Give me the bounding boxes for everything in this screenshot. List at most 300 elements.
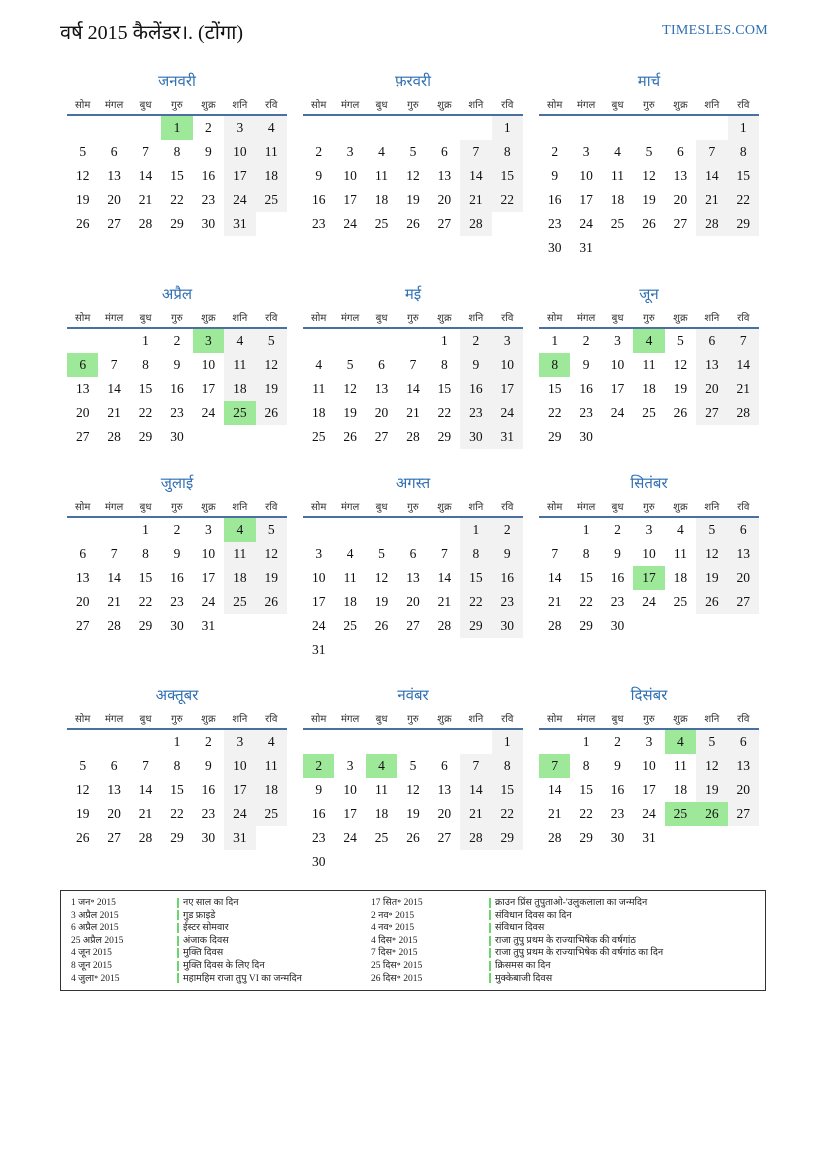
day-cell[interactable]: 24 (343, 216, 357, 231)
day-cell[interactable]: 4 (366, 754, 397, 778)
day-cell[interactable]: 31 (201, 618, 216, 633)
day-cell[interactable]: 14 (547, 782, 562, 797)
day-cell[interactable]: 19 (256, 377, 287, 401)
day-cell[interactable]: 8 (582, 546, 590, 561)
day-cell[interactable]: 12 (256, 353, 287, 377)
day-cell[interactable]: 1 (441, 333, 448, 348)
day-cell[interactable]: 10 (642, 758, 656, 773)
day-cell[interactable]: 13 (374, 381, 389, 396)
day-cell[interactable]: 14 (107, 381, 121, 396)
day-cell[interactable]: 26 (75, 830, 90, 845)
day-cell[interactable]: 25 (665, 802, 696, 826)
day-cell[interactable]: 15 (138, 570, 153, 585)
day-cell[interactable]: 22 (138, 594, 153, 609)
day-cell[interactable]: 7 (460, 140, 491, 164)
day-cell[interactable]: 6 (728, 517, 759, 542)
day-cell[interactable]: 10 (311, 570, 326, 585)
day-cell[interactable]: 5 (645, 144, 653, 159)
day-cell[interactable]: 2 (551, 144, 559, 159)
day-cell[interactable]: 15 (579, 782, 593, 797)
day-cell[interactable]: 20 (107, 806, 121, 821)
day-cell[interactable]: 14 (460, 778, 491, 802)
day-cell[interactable]: 15 (492, 164, 523, 188)
day-cell[interactable]: 8 (173, 758, 181, 773)
day-cell[interactable]: 22 (579, 594, 593, 609)
day-cell[interactable]: 30 (610, 618, 625, 633)
day-cell[interactable]: 28 (107, 618, 121, 633)
day-cell[interactable]: 9 (614, 758, 621, 773)
day-cell[interactable]: 13 (728, 542, 759, 566)
day-cell[interactable]: 8 (492, 140, 523, 164)
day-cell[interactable]: 9 (205, 144, 212, 159)
day-cell[interactable]: 21 (138, 806, 153, 821)
day-cell[interactable]: 26 (374, 618, 389, 633)
day-cell[interactable]: 24 (201, 594, 216, 609)
day-cell[interactable]: 14 (437, 570, 452, 585)
day-cell[interactable]: 10 (343, 168, 357, 183)
day-cell[interactable]: 29 (170, 216, 184, 231)
day-cell[interactable]: 24 (343, 830, 357, 845)
day-cell[interactable]: 11 (343, 570, 357, 585)
day-cell[interactable]: 23 (170, 594, 184, 609)
day-cell[interactable]: 13 (406, 570, 420, 585)
day-cell[interactable]: 23 (460, 401, 491, 425)
day-cell[interactable]: 26 (406, 216, 420, 231)
day-cell[interactable]: 30 (460, 425, 491, 449)
day-cell[interactable]: 12 (75, 782, 90, 797)
day-cell[interactable]: 20 (374, 405, 389, 420)
day-cell[interactable]: 17 (224, 778, 255, 802)
day-cell[interactable]: 11 (224, 353, 255, 377)
day-cell[interactable]: 4 (378, 144, 385, 159)
day-cell[interactable]: 9 (315, 782, 323, 797)
day-cell[interactable]: 29 (579, 830, 593, 845)
day-cell[interactable]: 7 (441, 546, 448, 561)
day-cell[interactable]: 27 (437, 830, 452, 845)
day-cell[interactable]: 12 (696, 542, 727, 566)
day-cell[interactable]: 17 (610, 381, 625, 396)
day-cell[interactable]: 31 (224, 212, 255, 236)
day-cell[interactable]: 24 (311, 618, 326, 633)
day-cell[interactable]: 26 (406, 830, 420, 845)
day-cell[interactable]: 15 (728, 164, 759, 188)
day-cell[interactable]: 24 (201, 405, 216, 420)
day-cell[interactable]: 29 (138, 429, 153, 444)
day-cell[interactable]: 19 (75, 806, 90, 821)
day-cell[interactable]: 28 (696, 212, 727, 236)
day-cell[interactable]: 23 (201, 192, 216, 207)
day-cell[interactable]: 4 (677, 522, 684, 537)
day-cell[interactable]: 22 (547, 405, 562, 420)
day-cell[interactable]: 19 (696, 566, 727, 590)
day-cell[interactable]: 2 (205, 120, 212, 135)
day-cell[interactable]: 18 (311, 405, 326, 420)
day-cell[interactable]: 9 (315, 168, 323, 183)
day-cell[interactable]: 7 (696, 140, 727, 164)
day-cell[interactable]: 5 (409, 144, 417, 159)
day-cell[interactable]: 21 (107, 405, 121, 420)
day-cell[interactable]: 19 (696, 778, 727, 802)
day-cell[interactable]: 11 (375, 782, 389, 797)
day-cell[interactable]: 18 (256, 778, 287, 802)
day-cell[interactable]: 2 (173, 522, 181, 537)
day-cell[interactable]: 25 (374, 830, 389, 845)
day-cell[interactable]: 4 (224, 517, 255, 542)
day-cell[interactable]: 5 (677, 333, 684, 348)
day-cell[interactable]: 12 (343, 381, 357, 396)
day-cell[interactable]: 20 (437, 192, 452, 207)
day-cell[interactable]: 21 (406, 405, 420, 420)
day-cell[interactable]: 25 (224, 401, 255, 425)
day-cell[interactable]: 15 (437, 381, 452, 396)
day-cell[interactable]: 22 (492, 802, 523, 826)
day-cell[interactable]: 1 (492, 729, 523, 754)
day-cell[interactable]: 29 (579, 618, 593, 633)
day-cell[interactable]: 3 (346, 758, 354, 773)
day-cell[interactable]: 16 (460, 377, 491, 401)
day-cell[interactable]: 9 (173, 357, 181, 372)
day-cell[interactable]: 28 (138, 216, 153, 231)
day-cell[interactable]: 1 (728, 115, 759, 140)
day-cell[interactable]: 13 (437, 168, 452, 183)
day-cell[interactable]: 17 (492, 377, 523, 401)
day-cell[interactable]: 19 (406, 192, 420, 207)
day-cell[interactable]: 22 (579, 806, 593, 821)
day-cell[interactable]: 25 (256, 188, 287, 212)
day-cell[interactable]: 4 (315, 357, 323, 372)
day-cell[interactable]: 22 (170, 192, 184, 207)
day-cell[interactable]: 26 (343, 429, 357, 444)
day-cell[interactable]: 11 (611, 168, 625, 183)
day-cell[interactable]: 17 (579, 192, 593, 207)
day-cell[interactable]: 27 (728, 802, 759, 826)
day-cell[interactable]: 3 (645, 522, 653, 537)
day-cell[interactable]: 8 (728, 140, 759, 164)
day-cell[interactable]: 17 (633, 566, 664, 590)
day-cell[interactable]: 1 (582, 734, 590, 749)
day-cell[interactable]: 21 (460, 188, 491, 212)
day-cell[interactable]: 3 (645, 734, 653, 749)
day-cell[interactable]: 18 (374, 806, 389, 821)
day-cell[interactable]: 21 (696, 188, 727, 212)
day-cell[interactable]: 28 (460, 212, 491, 236)
day-cell[interactable]: 30 (201, 830, 216, 845)
day-cell[interactable]: 21 (728, 377, 759, 401)
day-cell[interactable]: 6 (409, 546, 417, 561)
day-cell[interactable]: 12 (406, 168, 420, 183)
day-cell[interactable]: 14 (138, 168, 153, 183)
day-cell[interactable]: 26 (696, 802, 727, 826)
day-cell[interactable]: 15 (579, 570, 593, 585)
day-cell[interactable]: 12 (374, 570, 389, 585)
day-cell[interactable]: 7 (728, 328, 759, 353)
day-cell[interactable]: 9 (460, 353, 491, 377)
day-cell[interactable]: 19 (374, 594, 389, 609)
day-cell[interactable]: 20 (673, 192, 688, 207)
day-cell[interactable]: 19 (673, 381, 688, 396)
day-cell[interactable]: 25 (256, 802, 287, 826)
day-cell[interactable]: 19 (642, 192, 656, 207)
day-cell[interactable]: 3 (224, 729, 255, 754)
day-cell[interactable]: 14 (547, 570, 562, 585)
day-cell[interactable]: 23 (610, 806, 625, 821)
day-cell[interactable]: 10 (224, 754, 255, 778)
day-cell[interactable]: 14 (460, 164, 491, 188)
day-cell[interactable]: 2 (303, 754, 334, 778)
day-cell[interactable]: 26 (696, 590, 727, 614)
day-cell[interactable]: 20 (728, 566, 759, 590)
day-cell[interactable]: 8 (142, 357, 149, 372)
day-cell[interactable]: 30 (170, 429, 184, 444)
day-cell[interactable]: 14 (696, 164, 727, 188)
day-cell[interactable]: 6 (441, 144, 448, 159)
day-cell[interactable]: 28 (460, 826, 491, 850)
day-cell[interactable]: 16 (492, 566, 523, 590)
day-cell[interactable]: 3 (492, 328, 523, 353)
day-cell[interactable]: 4 (665, 729, 696, 754)
day-cell[interactable]: 24 (610, 405, 625, 420)
day-cell[interactable]: 23 (610, 594, 625, 609)
day-cell[interactable]: 29 (437, 429, 452, 444)
day-cell[interactable]: 12 (256, 542, 287, 566)
day-cell[interactable]: 11 (375, 168, 389, 183)
day-cell[interactable]: 18 (224, 566, 255, 590)
day-cell[interactable]: 19 (75, 192, 90, 207)
day-cell[interactable]: 7 (551, 546, 559, 561)
day-cell[interactable]: 29 (460, 614, 491, 638)
day-cell[interactable]: 18 (374, 192, 389, 207)
day-cell[interactable]: 22 (728, 188, 759, 212)
day-cell[interactable]: 15 (547, 381, 562, 396)
day-cell[interactable]: 12 (642, 168, 656, 183)
day-cell[interactable]: 25 (374, 216, 389, 231)
day-cell[interactable]: 26 (75, 216, 90, 231)
day-cell[interactable]: 5 (696, 517, 727, 542)
day-cell[interactable]: 11 (673, 546, 687, 561)
day-cell[interactable]: 7 (110, 357, 118, 372)
day-cell[interactable]: 2 (205, 734, 212, 749)
day-cell[interactable]: 24 (224, 802, 255, 826)
day-cell[interactable]: 25 (343, 618, 357, 633)
day-cell[interactable]: 2 (492, 517, 523, 542)
day-cell[interactable]: 31 (311, 642, 326, 657)
day-cell[interactable]: 20 (696, 377, 727, 401)
day-cell[interactable]: 16 (311, 192, 326, 207)
day-cell[interactable]: 2 (315, 144, 323, 159)
day-cell[interactable]: 10 (224, 140, 255, 164)
day-cell[interactable]: 11 (312, 381, 326, 396)
day-cell[interactable]: 2 (460, 328, 491, 353)
day-cell[interactable]: 4 (224, 328, 255, 353)
day-cell[interactable]: 8 (441, 357, 448, 372)
day-cell[interactable]: 10 (201, 546, 216, 561)
day-cell[interactable]: 4 (256, 729, 287, 754)
day-cell[interactable]: 25 (642, 405, 656, 420)
day-cell[interactable]: 1 (173, 734, 181, 749)
day-cell[interactable]: 11 (642, 357, 656, 372)
day-cell[interactable]: 15 (170, 782, 184, 797)
day-cell[interactable]: 11 (256, 754, 287, 778)
day-cell[interactable]: 6 (378, 357, 385, 372)
day-cell[interactable]: 18 (224, 377, 255, 401)
day-cell[interactable]: 4 (614, 144, 621, 159)
day-cell[interactable]: 25 (673, 594, 688, 609)
day-cell[interactable]: 20 (728, 778, 759, 802)
day-cell[interactable]: 26 (256, 401, 287, 425)
day-cell[interactable]: 30 (492, 614, 523, 638)
day-cell[interactable]: 13 (437, 782, 452, 797)
day-cell[interactable]: 21 (460, 802, 491, 826)
day-cell[interactable]: 14 (138, 782, 153, 797)
day-cell[interactable]: 20 (406, 594, 420, 609)
day-cell[interactable]: 9 (205, 758, 212, 773)
day-cell[interactable]: 26 (673, 405, 688, 420)
day-cell[interactable]: 2 (614, 522, 621, 537)
day-cell[interactable]: 31 (492, 425, 523, 449)
day-cell[interactable]: 23 (579, 405, 593, 420)
day-cell[interactable]: 28 (728, 401, 759, 425)
day-cell[interactable]: 5 (409, 758, 417, 773)
day-cell[interactable]: 10 (201, 357, 216, 372)
day-cell[interactable]: 28 (107, 429, 121, 444)
day-cell[interactable]: 24 (492, 401, 523, 425)
day-cell[interactable]: 23 (547, 216, 562, 231)
day-cell[interactable]: 30 (579, 429, 593, 444)
day-cell[interactable]: 30 (170, 618, 184, 633)
day-cell[interactable]: 23 (201, 806, 216, 821)
day-cell[interactable]: 27 (728, 590, 759, 614)
day-cell[interactable]: 13 (728, 754, 759, 778)
day-cell[interactable]: 8 (173, 144, 181, 159)
day-cell[interactable]: 31 (224, 826, 255, 850)
day-cell[interactable]: 13 (107, 782, 121, 797)
day-cell[interactable]: 16 (579, 381, 593, 396)
day-cell[interactable]: 21 (107, 594, 121, 609)
day-cell[interactable]: 13 (107, 168, 121, 183)
day-cell[interactable]: 29 (547, 429, 562, 444)
day-cell[interactable]: 27 (696, 401, 727, 425)
day-cell[interactable]: 15 (170, 168, 184, 183)
day-cell[interactable]: 2 (582, 333, 590, 348)
day-cell[interactable]: 8 (582, 758, 590, 773)
day-cell[interactable]: 7 (142, 144, 149, 159)
day-cell[interactable]: 28 (547, 830, 562, 845)
day-cell[interactable]: 25 (610, 216, 625, 231)
day-cell[interactable]: 17 (343, 806, 357, 821)
day-cell[interactable]: 11 (224, 542, 255, 566)
day-cell[interactable]: 12 (75, 168, 90, 183)
day-cell[interactable]: 8 (460, 542, 491, 566)
day-cell[interactable]: 9 (582, 357, 590, 372)
day-cell[interactable]: 9 (173, 546, 181, 561)
day-cell[interactable]: 6 (79, 546, 87, 561)
day-cell[interactable]: 25 (311, 429, 326, 444)
day-cell[interactable]: 22 (492, 188, 523, 212)
day-cell[interactable]: 10 (642, 546, 656, 561)
day-cell[interactable]: 8 (539, 353, 570, 377)
day-cell[interactable]: 20 (75, 405, 90, 420)
day-cell[interactable]: 6 (728, 729, 759, 754)
day-cell[interactable]: 11 (673, 758, 687, 773)
day-cell[interactable]: 30 (547, 240, 562, 255)
day-cell[interactable]: 15 (460, 566, 491, 590)
day-cell[interactable]: 31 (579, 240, 593, 255)
day-cell[interactable]: 8 (142, 546, 149, 561)
day-cell[interactable]: 13 (75, 381, 90, 396)
day-cell[interactable]: 3 (614, 333, 621, 348)
day-cell[interactable]: 27 (374, 429, 389, 444)
day-cell[interactable]: 30 (311, 854, 326, 869)
day-cell[interactable]: 15 (492, 778, 523, 802)
day-cell[interactable]: 2 (173, 333, 181, 348)
day-cell[interactable]: 3 (346, 144, 354, 159)
day-cell[interactable]: 17 (642, 782, 656, 797)
day-cell[interactable]: 19 (406, 806, 420, 821)
day-cell[interactable]: 5 (346, 357, 354, 372)
day-cell[interactable]: 3 (205, 522, 212, 537)
day-cell[interactable]: 22 (460, 590, 491, 614)
day-cell[interactable]: 21 (437, 594, 452, 609)
day-cell[interactable]: 14 (107, 570, 121, 585)
day-cell[interactable]: 20 (437, 806, 452, 821)
day-cell[interactable]: 11 (256, 140, 287, 164)
day-cell[interactable]: 16 (547, 192, 562, 207)
day-cell[interactable]: 8 (492, 754, 523, 778)
day-cell[interactable]: 31 (642, 830, 656, 845)
day-cell[interactable]: 29 (728, 212, 759, 236)
day-cell[interactable]: 21 (138, 192, 153, 207)
day-cell[interactable]: 18 (256, 164, 287, 188)
day-cell[interactable]: 28 (547, 618, 562, 633)
day-cell[interactable]: 22 (437, 405, 452, 420)
day-cell[interactable]: 28 (406, 429, 420, 444)
day-cell[interactable]: 9 (614, 546, 621, 561)
day-cell[interactable]: 7 (409, 357, 417, 372)
day-cell[interactable]: 14 (728, 353, 759, 377)
day-cell[interactable]: 3 (582, 144, 590, 159)
day-cell[interactable]: 29 (492, 826, 523, 850)
day-cell[interactable]: 20 (75, 594, 90, 609)
day-cell[interactable]: 16 (170, 381, 184, 396)
day-cell[interactable]: 4 (256, 115, 287, 140)
day-cell[interactable]: 6 (110, 758, 118, 773)
day-cell[interactable]: 5 (378, 546, 385, 561)
day-cell[interactable]: 23 (311, 216, 326, 231)
day-cell[interactable]: 1 (142, 522, 149, 537)
day-cell[interactable]: 9 (492, 542, 523, 566)
day-cell[interactable]: 16 (610, 782, 625, 797)
day-cell[interactable]: 21 (547, 806, 562, 821)
day-cell[interactable]: 7 (110, 546, 118, 561)
day-cell[interactable]: 26 (642, 216, 656, 231)
day-cell[interactable]: 14 (406, 381, 420, 396)
day-cell[interactable]: 4 (633, 328, 664, 353)
day-cell[interactable]: 10 (579, 168, 593, 183)
day-cell[interactable]: 18 (610, 192, 625, 207)
day-cell[interactable]: 17 (311, 594, 326, 609)
day-cell[interactable]: 5 (79, 758, 87, 773)
site-brand-link[interactable]: TIMESLES.COM (662, 23, 768, 38)
day-cell[interactable]: 16 (311, 806, 326, 821)
day-cell[interactable]: 28 (138, 830, 153, 845)
day-cell[interactable]: 3 (224, 115, 255, 140)
day-cell[interactable]: 20 (107, 192, 121, 207)
day-cell[interactable]: 23 (311, 830, 326, 845)
day-cell[interactable]: 6 (677, 144, 684, 159)
day-cell[interactable]: 19 (256, 566, 287, 590)
day-cell[interactable]: 27 (107, 216, 121, 231)
day-cell[interactable]: 18 (673, 782, 688, 797)
